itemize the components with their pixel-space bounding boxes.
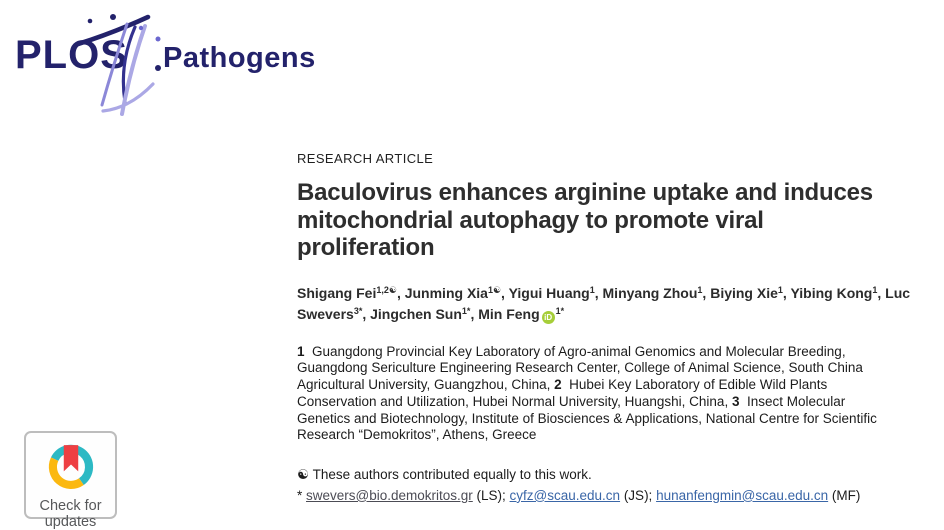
article-header — [297, 151, 927, 506]
author-name: Minyang Zhou — [602, 284, 698, 301]
author — [405, 285, 501, 301]
author-affiliation-superscript: 1☯ — [487, 284, 502, 295]
author-affiliation-superscript: 1 — [697, 284, 703, 295]
corresponding-authors-note: * swevers@bio.demokritos.gr (LS); cyfz@scau.edu.cn (JS); hunanfengmin@scau.edu.cn (MF) — [297, 487, 861, 503]
article-type-label: RESEARCH ARTICLE — [297, 151, 434, 166]
author-name: Biying Xie — [710, 284, 778, 301]
author-name: Min Feng — [478, 305, 540, 322]
author-name: Luc Swevers — [297, 284, 911, 322]
equal-contribution-note: ☯ These authors contributed equally to this work. — [297, 467, 592, 483]
badge-label-line2: updates — [44, 514, 97, 530]
check-for-updates-badge[interactable] — [24, 431, 117, 530]
author-affiliation-superscript: 1 — [777, 284, 783, 295]
plos-pathogens-logo[interactable] — [15, 4, 315, 119]
author-affiliation-superscript: 1 — [872, 284, 878, 295]
author — [509, 285, 595, 301]
author-affiliation-superscript: 1,2☯ — [376, 284, 397, 295]
author — [603, 285, 703, 301]
article-title: Baculovirus enhances arginine uptake and induces mitochondrial autophagy to promote viral proliferation — [297, 179, 873, 261]
author-name: Junming Xia — [404, 284, 488, 301]
plos-wordmark: PLOS — [15, 33, 128, 77]
affiliation-number: 3 — [731, 393, 740, 409]
author-name: Yigui Huang — [508, 284, 590, 301]
author-name: Jingchen Sun — [370, 305, 462, 322]
email-link[interactable]: swevers@bio.demokritos.gr — [306, 487, 473, 503]
author-affiliation-superscript: 1* — [461, 305, 471, 316]
author-name: Shigang Fei — [297, 284, 377, 301]
author-name: Yibing Kong — [790, 284, 873, 301]
article-notes — [297, 465, 917, 506]
author — [297, 285, 397, 301]
author-affiliation-superscript: 1 — [589, 284, 595, 295]
author — [370, 306, 470, 322]
affiliation-number: 2 — [554, 377, 562, 393]
email-link[interactable]: cyfz@scau.edu.cn — [509, 487, 621, 503]
author — [790, 285, 877, 301]
affiliation-list: 1 Guangdong Provincial Key Laboratory of Agro-animal Genomics and Molecular Breeding, Guangdong Sericulture Engineering Research Center, College of Animal Science, South China Agricultural University, Guangzhou, China, 2 Hubei Key Laboratory of Edible Wild Plants Conservation and Utilization, Hubei Normal University, Huangshi, China, 3 Insect Molecular Genetics and Biotechnology, Institute of Biosciences & Applications, National Centre for Scientific Research “Demokritos”, Athens, Greece — [297, 343, 877, 443]
author — [710, 285, 783, 301]
affiliation-number: 1 — [297, 343, 305, 359]
orcid-icon[interactable]: iD — [542, 311, 555, 324]
author-affiliation-superscript: 3* — [353, 305, 363, 316]
author-affiliation-superscript: 1* — [555, 305, 565, 316]
author — [478, 306, 564, 322]
author-list: Shigang Fei$^{1,2☯}$, Junming Xia$^{1☯}$, Yigui Huang$^1$, Minyang Zhou$^1$, Biying Xie$^1$, Yibing Kong$^1$, Luc Swevers$^{3*}$, Jingchen Sun$^{1*}$, Min Feng $iD^{1*}$ — [297, 284, 911, 322]
email-link[interactable]: hunanfengmin@scau.edu.cn — [656, 487, 829, 503]
journal-name: Pathogens — [163, 42, 316, 74]
badge-label-line1: Check for — [39, 498, 102, 514]
crossmark-icon — [40, 437, 102, 493]
